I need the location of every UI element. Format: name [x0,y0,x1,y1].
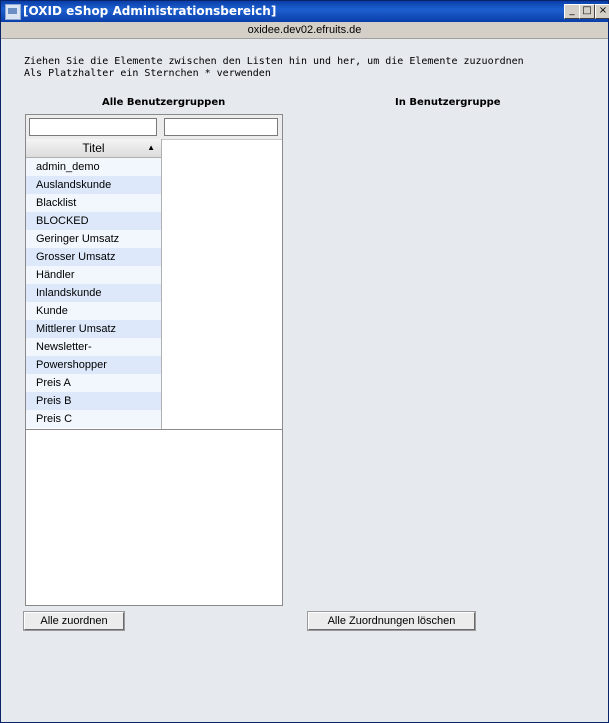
list-item[interactable]: Auslandskunde [26,176,161,194]
group-rows [26,158,161,428]
all-user-groups-list[interactable] [25,114,283,606]
remove-all-assignments-button[interactable]: Alle Zuordnungen löschen [308,612,475,630]
column-header-title[interactable] [26,139,162,158]
list-item[interactable]: Grosser Umsatz [26,248,161,266]
list-item[interactable]: admin_demo [26,158,161,176]
list-item[interactable]: Kunde [26,302,161,320]
left-list-heading: Alle Benutzergruppen [102,97,226,108]
column-header-label: Titel [82,141,105,155]
column-divider [161,139,162,429]
assign-all-button[interactable]: Alle zuordnen [24,612,124,630]
list-item[interactable]: Newsletter- [26,338,161,356]
window-title: [OXID eShop Administrationsbereich] [23,4,277,18]
list-item[interactable]: Powershopper [26,356,161,374]
app-icon [5,4,21,20]
grid-bottom-border [26,429,282,430]
sort-ascending-icon: ▲ [147,143,155,152]
list-item[interactable]: Preis C [26,410,161,428]
list-item[interactable]: Händler [26,266,161,284]
list-item[interactable]: Preis B [26,392,161,410]
instructions [24,56,524,80]
list-item[interactable]: Inlandskunde [26,284,161,302]
filter-row [26,115,282,140]
instruction-line-2: Als Platzhalter ein Sternchen * verwenden [24,68,271,79]
list-item[interactable]: Preis A [26,374,161,392]
url-bar: oxidee.dev02.efruits.de [1,22,608,39]
list-item[interactable]: BLOCKED [26,212,161,230]
title-bar[interactable] [1,1,608,22]
list-item[interactable]: Blacklist [26,194,161,212]
instruction-line-1: Ziehen Sie die Elemente zwischen den Listen hin und her, um die Elemente zuzuordnen [24,56,524,67]
close-button[interactable]: × [595,4,609,19]
list-item[interactable]: Geringer Umsatz [26,230,161,248]
minimize-button[interactable]: _ [564,4,580,19]
title-filter-input[interactable] [29,118,157,136]
list-item[interactable]: Mittlerer Umsatz [26,320,161,338]
right-list-heading: In Benutzergruppe [395,97,501,108]
second-filter-input[interactable] [164,118,278,136]
maximize-button[interactable]: □ [579,4,595,19]
main-content [1,39,608,722]
